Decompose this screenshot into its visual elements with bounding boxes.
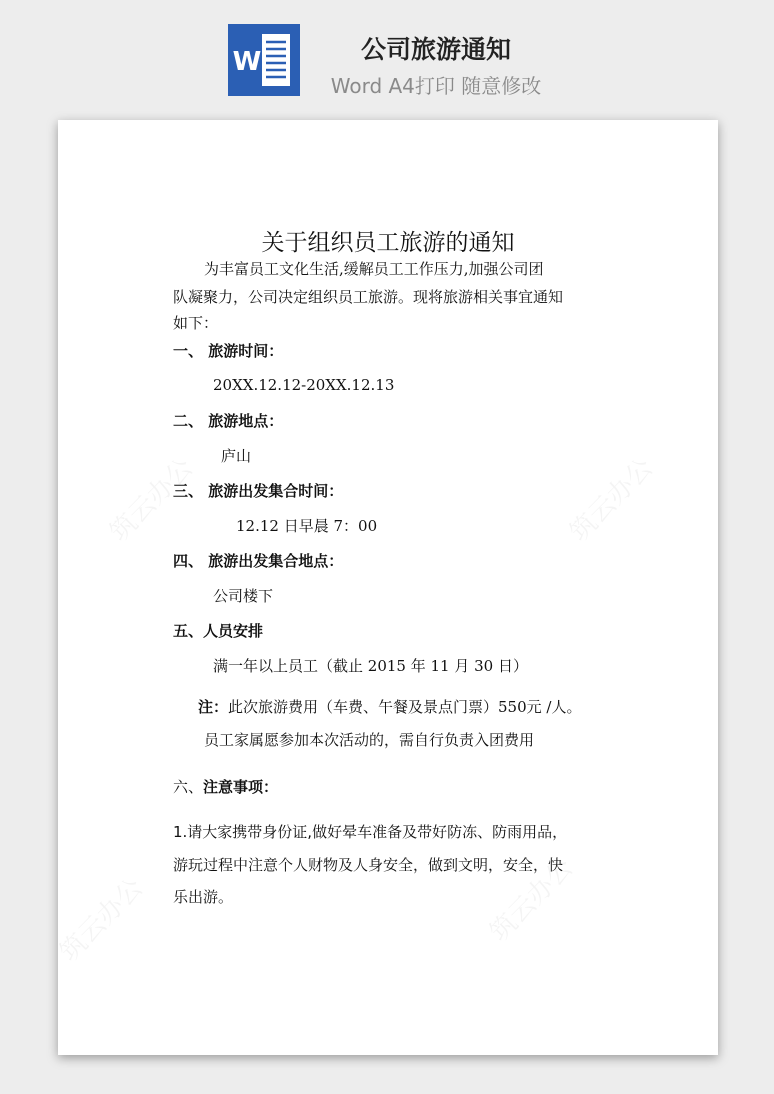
attention-line: 游玩过程中注意个人财物及人身安全，做到文明，安全，快: [173, 856, 564, 874]
section-heading: 三、 旅游出发集合时间：: [173, 482, 344, 500]
attention-line: 1.请大家携带身份证,做好晕车准备及带好防冻、防雨用品，: [173, 823, 568, 841]
section-heading: [173, 776, 278, 798]
section-value: 公司楼下: [213, 587, 274, 605]
intro-line: 为丰富员工文化生活,缓解员工工作压力,加强公司团: [204, 260, 544, 278]
watermark: [560, 449, 660, 549]
attention-line: 乐出游。: [173, 888, 234, 906]
intro-line: 如下：: [173, 314, 219, 332]
section-value: 12.12 日早晨 7：00: [236, 517, 378, 535]
word-document-icon: [228, 24, 300, 96]
section-title: 注意事项：: [203, 778, 279, 796]
section-value: 满一年以上员工（截止 2015 年 11 月 30 日）: [213, 657, 528, 675]
note-line: 员工家属愿参加本次活动的，需自行负责入团费用: [204, 731, 535, 749]
section-value: 20XX.12.12-20XX.12.13: [213, 376, 395, 394]
note-label: 注：: [198, 698, 229, 716]
intro-line: 队凝聚力，公司决定组织员工旅游。现将旅游相关事宜通知: [173, 288, 564, 306]
header-title: 公司旅游通知: [360, 35, 511, 64]
section-heading: 二、 旅游地点：: [173, 412, 284, 430]
section-heading: 一、 旅游时间：: [173, 342, 284, 360]
page-header: [0, 0, 774, 110]
section-value: 庐山: [221, 447, 252, 465]
note-text: 此次旅游费用（车费、午餐及景点门票）550元 /人。: [228, 698, 582, 716]
document-page: [58, 120, 718, 1055]
fee-note: [198, 696, 581, 718]
document-title: 关于组织员工旅游的通知: [261, 230, 515, 256]
section-heading: 四、 旅游出发集合地点：: [173, 552, 344, 570]
word-icon-letter: W: [232, 47, 262, 77]
header-subtitle: Word A4打印 随意修改: [330, 74, 542, 98]
section-number: 六、: [173, 778, 204, 796]
section-heading: 五、人员安排: [173, 622, 264, 640]
watermark: [50, 869, 150, 969]
